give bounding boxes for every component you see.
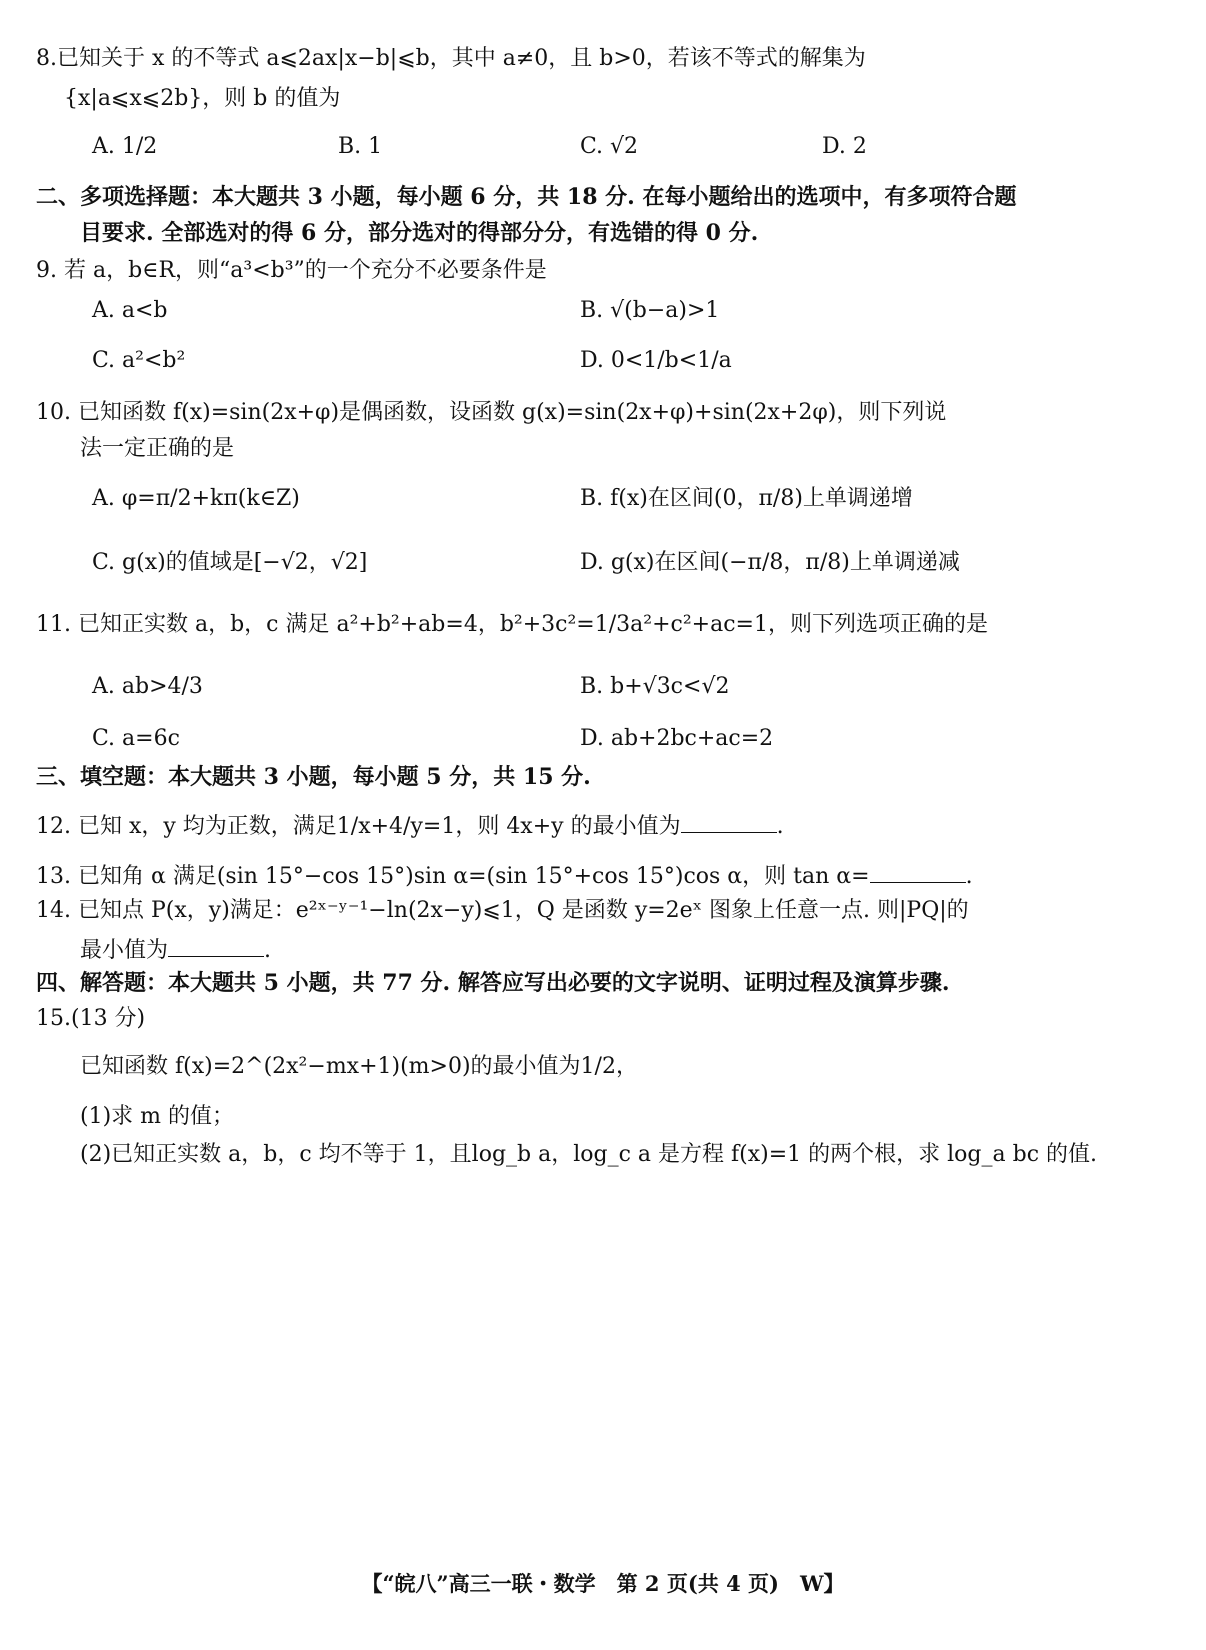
q12-stem: 12. 已知 x，y 均为正数，满足1/x+4/y=1，则 4x+y 的最小值为 bbox=[36, 814, 681, 839]
q10-option-a: A. φ=π/2+kπ(k∈Z) bbox=[92, 486, 300, 511]
q8-option-d: D. 2 bbox=[822, 134, 867, 159]
q9-stem: 9. 若 a，b∈R，则“a³<b³”的一个充分不必要条件是 bbox=[36, 258, 547, 283]
q10-stem-line1: 10. 已知函数 f(x)=sin(2x+φ)是偶函数，设函数 g(x)=sin(2x+φ)+sin(2x+2φ)，则下列说 bbox=[36, 400, 947, 425]
q8-stem-line1: 8.已知关于 x 的不等式 a⩽2ax|x−b|⩽b，其中 a≠0，且 b>0，若该不等式的解集为 bbox=[36, 46, 866, 71]
q9-option-d: D. 0<1/b<1/a bbox=[580, 348, 732, 373]
section4-heading: 四、解答题：本大题共 5 小题，共 77 分. 解答应写出必要的文字说明、证明过程及演算步骤. bbox=[36, 970, 950, 996]
q13-line bbox=[36, 858, 973, 892]
q11-stem: 11. 已知正实数 a，b，c 满足 a²+b²+ab=4，b²+3c²=1/3a²+c²+ac=1，则下列选项正确的是 bbox=[36, 612, 988, 637]
q8-option-a: A. 1/2 bbox=[92, 134, 158, 159]
q14-line2 bbox=[80, 932, 271, 966]
q11-option-a: A. ab>4/3 bbox=[92, 674, 203, 699]
q15-heading: 15.(13 分) bbox=[36, 1006, 146, 1031]
q14-answer-blank[interactable] bbox=[168, 932, 264, 957]
q9-option-a: A. a<b bbox=[92, 298, 168, 323]
q14-end: . bbox=[264, 938, 272, 963]
q11-option-d: D. ab+2bc+ac=2 bbox=[580, 726, 774, 751]
q8-option-b: B. 1 bbox=[338, 134, 383, 159]
q14-stem-line1: 14. 已知点 P(x，y)满足：e²ˣ⁻ʸ⁻¹−ln(2x−y)⩽1，Q 是函数 y=2eˣ 图象上任意一点. 则|PQ|的 bbox=[36, 898, 969, 923]
q9-option-b: B. √(b−a)>1 bbox=[580, 298, 720, 323]
q12-answer-blank[interactable] bbox=[681, 808, 777, 833]
section2-heading-line1: 二、多项选择题：本大题共 3 小题，每小题 6 分，共 18 分. 在每小题给出的选项中，有多项符合题 bbox=[36, 184, 1017, 210]
q13-answer-blank[interactable] bbox=[870, 858, 966, 883]
q15-body: 已知函数 f(x)=2^(2x²−mx+1)(m>0)的最小值为1/2， bbox=[80, 1054, 638, 1079]
q9-option-c: C. a²<b² bbox=[92, 348, 186, 373]
q13-end: . bbox=[965, 864, 973, 889]
q8-stem-line2: {x|a⩽x⩽2b}，则 b 的值为 bbox=[64, 86, 341, 111]
section2-heading-line2: 目要求. 全部选对的得 6 分，部分选对的得部分分，有选错的得 0 分. bbox=[80, 220, 759, 246]
q11-option-c: C. a=6c bbox=[92, 726, 180, 751]
q14-stem-line2: 最小值为 bbox=[80, 938, 169, 963]
q11-option-b: B. b+√3c<√2 bbox=[580, 674, 730, 699]
q10-option-c: C. g(x)的值域是[−√2，√2] bbox=[92, 550, 368, 575]
section3-heading: 三、填空题：本大题共 3 小题，每小题 5 分，共 15 分. bbox=[36, 764, 591, 790]
q8-option-c: C. √2 bbox=[580, 134, 639, 159]
q10-stem-line2: 法一定正确的是 bbox=[80, 436, 235, 461]
page-footer: 【“皖八”高三一联・数学 第 2 页(共 4 页) W】 bbox=[361, 1571, 845, 1596]
q12-end: . bbox=[776, 814, 784, 839]
q15-part2: (2)已知正实数 a，b，c 均不等于 1，且log_b a，log_c a 是方程 f(x)=1 的两个根，求 log_a bc 的值. bbox=[80, 1142, 1097, 1167]
q13-stem: 13. 已知角 α 满足(sin 15°−cos 15°)sin α=(sin 15°+cos 15°)cos α，则 tan α= bbox=[36, 864, 870, 889]
q12-line bbox=[36, 808, 784, 842]
q10-option-b: B. f(x)在区间(0，π/8)上单调递增 bbox=[580, 486, 913, 511]
q15-part1: (1)求 m 的值； bbox=[80, 1104, 235, 1129]
q10-option-d: D. g(x)在区间(−π/8，π/8)上单调递减 bbox=[580, 550, 960, 575]
